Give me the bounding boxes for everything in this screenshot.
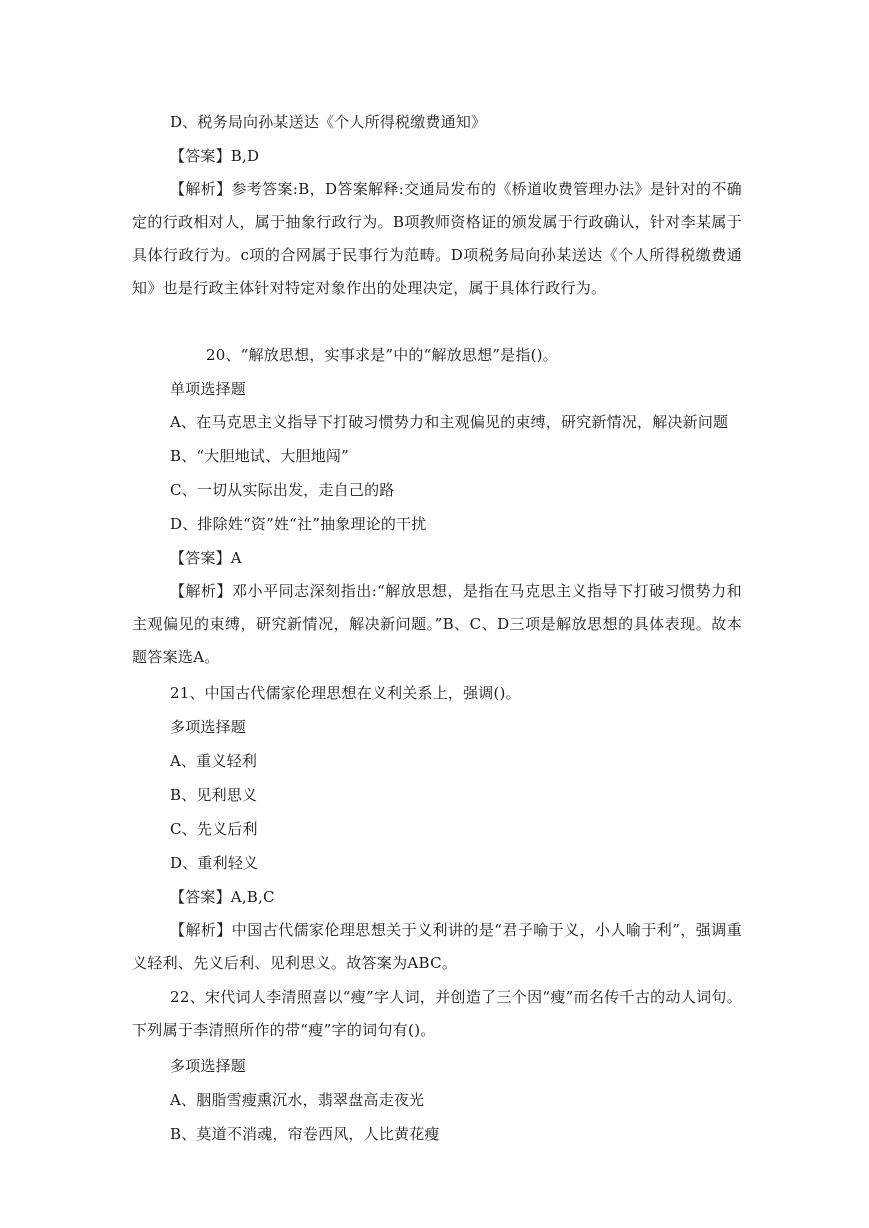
q20-analysis: 【解析】邓小平同志深刻指出:“解放思想，是指在马克思主义指导下打破习惯势力和主观偏见的束缚，研究新情况，解决新问题。”B、C、D三项是解放思想的具体表现。故本题答案选A。 bbox=[132, 582, 742, 666]
q21-answer: 【答案】A,B,C bbox=[170, 888, 275, 906]
q20-type: 单项选择题 bbox=[170, 380, 247, 398]
q22-option-a: A、胭脂雪瘦熏沉水，翡翠盘高走夜光 bbox=[170, 1091, 425, 1109]
q22-option-b: B、莫道不消魂，帘卷西风，人比黄花瘦 bbox=[170, 1125, 440, 1143]
q19-option-d: D、税务局向孙某送达《个人所得税缴费通知》 bbox=[170, 113, 487, 131]
q20-option-b: B、“大胆地试、大胆地闯” bbox=[170, 447, 349, 465]
q20-option-a: A、在马克思主义指导下打破习惯势力和主观偏见的束缚，研究新情况，解决新问题 bbox=[170, 413, 729, 431]
q20-option-c: C、一切从实际出发，走自己的路 bbox=[170, 481, 395, 499]
q20-answer: 【答案】A bbox=[170, 549, 242, 567]
q20-option-d: D、排除姓“资”姓“社”抽象理论的干扰 bbox=[170, 515, 427, 533]
q19-analysis: 【解析】参考答案:B，D答案解释:交通局发布的《桥道收费管理办法》是针对的不确定的行政相对人，属于抽象行政行为。B项教师资格证的颁发属于行政确认，针对李某属于具体行政行为。c项的合网属于民事行为范畴。D项税务局向孙某送达《个人所得税缴费通知》也是行政主体针对特定对象作出的处理决定，属于具体行政行为。 bbox=[132, 180, 742, 297]
q20-question: 20、“解放思想，实事求是”中的“解放思想”是指()。 bbox=[206, 346, 558, 364]
q21-option-b: B、见利思义 bbox=[170, 786, 258, 804]
q21-option-d: D、重利轻义 bbox=[170, 854, 259, 872]
q19-answer: 【答案】B,D bbox=[170, 147, 260, 165]
q22-question: 22、宋代词人李清照喜以“瘦”字人词，并创造了三个因“瘦”而名传千古的动人词句。下列属于李清照所作的带“瘦”字的词句有()。 bbox=[132, 988, 742, 1039]
q21-option-c: C、先义后利 bbox=[170, 820, 258, 838]
q21-analysis: 【解析】中国古代儒家伦理思想关于义利讲的是“君子喻于义，小人喻于利”，强调重义轻利、先义后利、见利思义。故答案为ABC。 bbox=[132, 921, 742, 972]
q21-option-a: A、重义轻利 bbox=[170, 752, 258, 770]
q22-type: 多项选择题 bbox=[170, 1057, 247, 1075]
q21-type: 多项选择题 bbox=[170, 718, 247, 736]
q21-question: 21、中国古代儒家伦理思想在义利关系上，强调()。 bbox=[170, 684, 521, 702]
